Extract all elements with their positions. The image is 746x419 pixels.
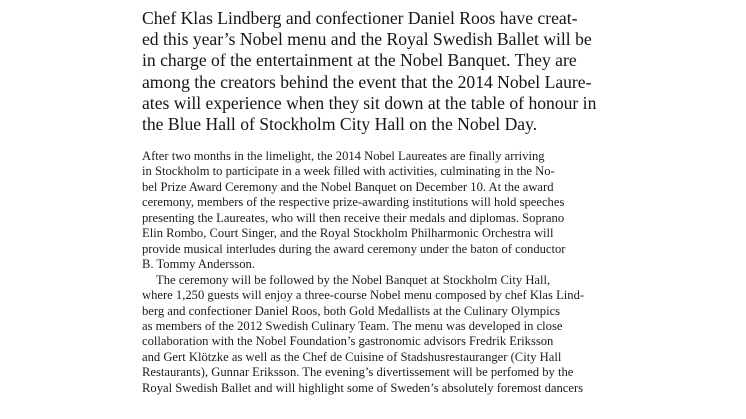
body-line: Elin Rombo, Court Singer, and the Royal Stockholm Philharmonic Orchestra will	[142, 226, 554, 241]
body-line: in Stockholm to participate in a week filled with activities, culminating in the No-	[142, 164, 555, 179]
body-line: as members of the 2012 Swedish Culinary Team. The menu was developed in close	[142, 318, 563, 333]
lead-paragraph	[142, 8, 612, 135]
lead-line: in charge of the entertainment at the Nobel Banquet. They are	[142, 50, 577, 71]
lead-line: ed this year’s Nobel menu and the Royal Swedish Ballet will be	[142, 29, 592, 50]
body-line: Restaurants), Gunnar Eriksson. The evening’s divertissement will be perfomed by the	[142, 365, 574, 380]
body-line: ceremony, members of the respective prize-awarding institutions will hold speeches	[142, 195, 565, 210]
body-line: and Gert Klötzke as well as the Chef de Cuisine of Stadshusrestauranger (City Hall	[142, 349, 562, 364]
body-line: berg and confectioner Daniel Roos, both Gold Medallists at the Culinary Olympics	[142, 303, 561, 318]
lead-line: ates will experience when they sit down at the table of honour in	[142, 92, 597, 113]
body-text	[142, 149, 612, 396]
body-line: collaboration with the Nobel Foundation’s gastronomic advisors Fredrik Eriksson	[142, 334, 554, 349]
body-line: After two months in the limelight, the 2014 Nobel Laureates are finally arriving	[142, 149, 545, 163]
lead-line: Chef Klas Lindberg and confectioner Daniel Roos have creat-	[142, 8, 578, 28]
body-line: presenting the Laureates, who will then receive their medals and diplomas. Soprano	[142, 210, 565, 225]
body-line: where 1,250 guests will enjoy a three-course Nobel menu composed by chef Klas Lind-	[142, 288, 585, 303]
lead-line: the Blue Hall of Stockholm City Hall on the Nobel Day.	[142, 114, 538, 135]
body-line: Royal Swedish Ballet and will highlight some of Sweden’s absolutely foremost dancers	[142, 380, 584, 395]
lead-line: among the creators behind the event that the 2014 Nobel Laure-	[142, 71, 592, 92]
body-line: The ceremony will be followed by the Nobel Banquet at Stockholm City Hall,	[156, 272, 551, 287]
body-line: bel Prize Award Ceremony and the Nobel Banquet on December 10. At the award	[142, 179, 554, 194]
body-line: provide musical interludes during the award ceremony under the baton of conductor	[142, 241, 566, 256]
body-line: B. Tommy Andersson.	[142, 257, 255, 272]
